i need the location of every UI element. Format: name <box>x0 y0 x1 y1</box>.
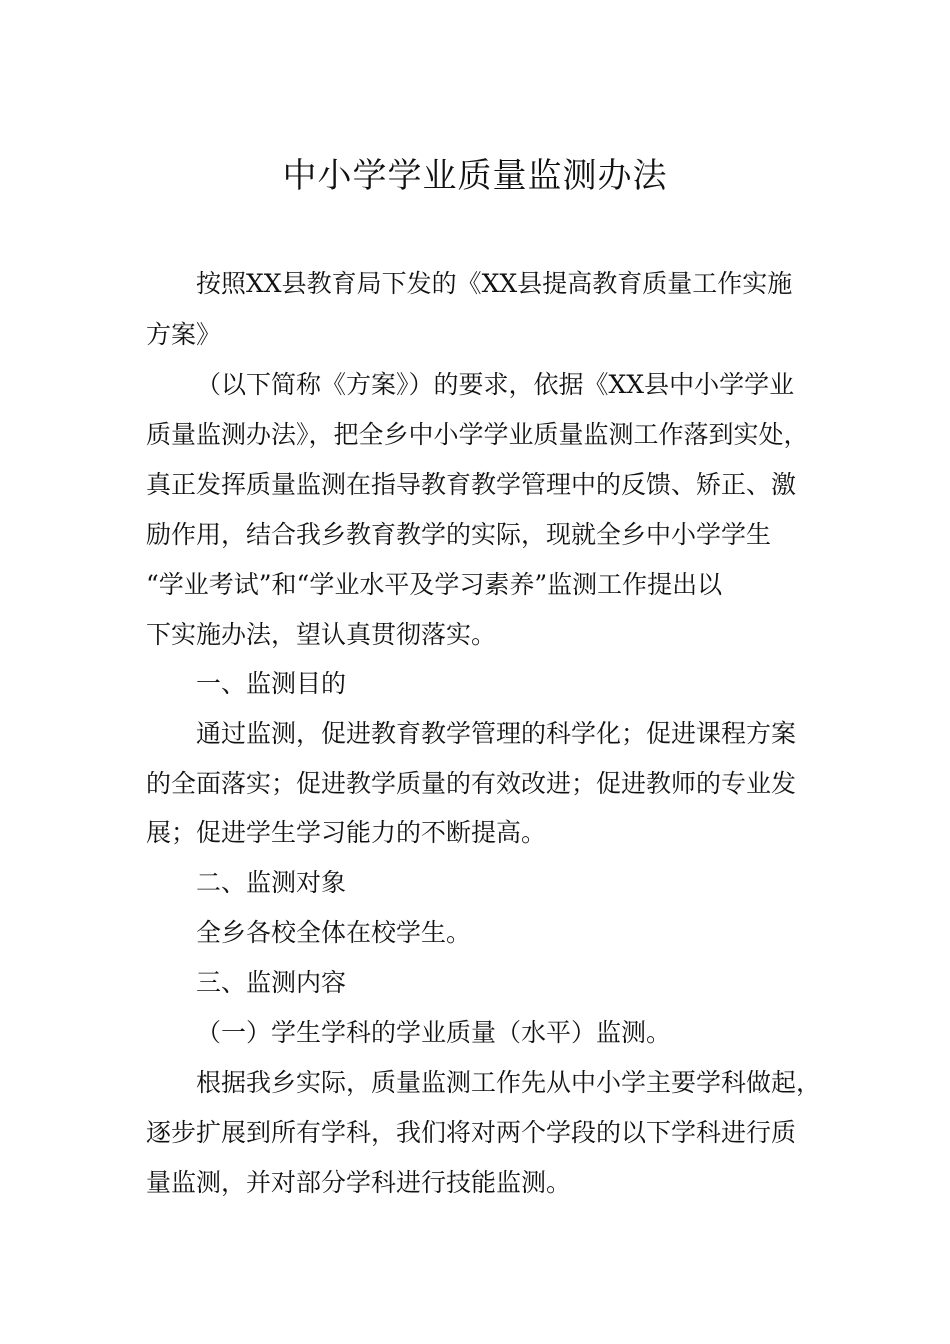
section-heading: 二、监测对象 <box>196 868 347 897</box>
document-title: 中小学学业质量监测办法 <box>282 156 668 196</box>
body-line: “学业考试”和“学业水平及学习素养”监测工作提出以 <box>146 570 723 599</box>
section-heading: 一、监测目的 <box>196 669 347 698</box>
body-line: 下实施办法，望认真贯彻落实。 <box>146 620 497 649</box>
body-line: 方案》 <box>146 320 222 349</box>
body-line: 通过监测，促进教育教学管理的科学化；促进课程方案 <box>196 719 797 748</box>
body-line: 质量监测办法》，把全乡中小学学业质量监测工作落到实处， <box>146 420 809 449</box>
body-line: 真正发挥质量监测在指导教育教学管理中的反馈、矫正、激 <box>146 470 797 499</box>
body-line: 按照XX县教育局下发的《XX县提高教育质量工作实施 <box>196 269 793 298</box>
body-line: 励作用，结合我乡教育教学的实际，现就全乡中小学学生 <box>146 520 772 549</box>
section-heading: 三、监测内容 <box>196 968 347 997</box>
body-line: 量监测，并对部分学科进行技能监测。 <box>146 1168 572 1197</box>
body-line: 展；促进学生学习能力的不断提高。 <box>146 818 547 847</box>
subsection-heading: （一）学生学科的学业质量（水平）监测。 <box>196 1018 672 1047</box>
body-line: 全乡各校全体在校学生。 <box>196 918 472 947</box>
body-line: （以下简称《方案》）的要求，依据《XX县中小学学业 <box>196 370 795 399</box>
body-line: 的全面落实；促进教学质量的有效改进；促进教师的专业发 <box>146 769 797 798</box>
body-line: 根据我乡实际，质量监测工作先从中小学主要学科做起， <box>196 1068 822 1097</box>
body-line: 逐步扩展到所有学科，我们将对两个学段的以下学科进行质 <box>146 1118 797 1147</box>
